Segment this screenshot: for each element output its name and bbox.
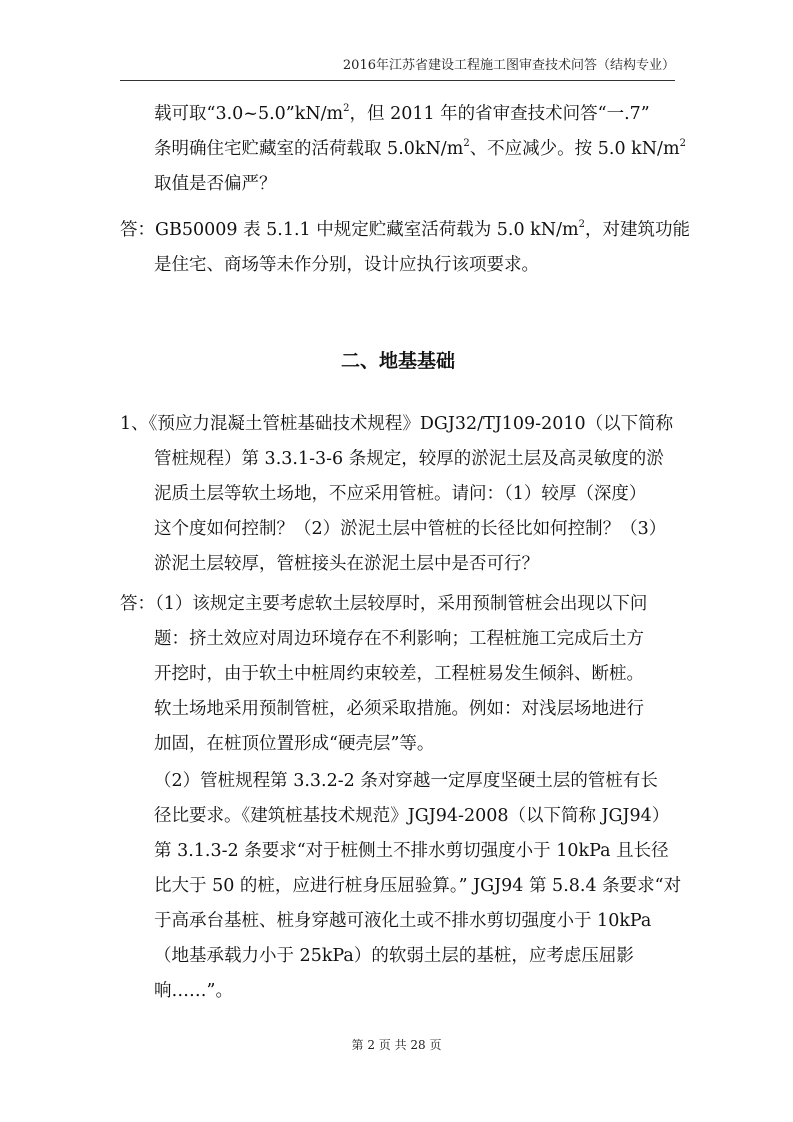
text-run: 条明确住宅贮藏室的活荷载取 5.0kN/m: [154, 139, 464, 159]
text-line: 1、《预应力混凝土管桩基础技术规程》DGJ32/TJ109-2010（以下简称: [120, 414, 674, 434]
text-line: 题：挤土效应对周边环境存在不利影响；工程桩施工完成后土方: [154, 629, 644, 649]
question-paragraph: [120, 407, 676, 582]
text-run: ，对建筑功能: [584, 220, 690, 240]
text-run: 、不应减少。按 5.0 kN/m: [469, 139, 680, 159]
text-line: 响……”。: [154, 981, 233, 1001]
text-line: 径比要求。《建筑桩基技术规范》JGJ94-2008（以下简称 JGJ94）: [154, 806, 670, 826]
text-line: （2）管桩规程第 3.3.2-2 条对穿越一定厚度坚硬土层的管桩有长: [154, 771, 658, 791]
superscript: 2: [343, 103, 350, 114]
text-line: 淤泥土层较厚，管桩接头在淤泥土层中是否可行？: [154, 554, 539, 574]
superscript: 2: [578, 219, 585, 230]
text-run: 载可取“3.0~5.0”kN/m: [154, 104, 344, 124]
text-line: 泥质土层等软土场地，不应采用管桩。请问：（1）较厚（深度）: [154, 484, 647, 504]
running-header: 2016年江苏省建设工程施工图审查技术问答（结构专业）: [342, 58, 675, 73]
text-line: 答：（1）该规定主要考虑软土层较厚时，采用预制管桩会出现以下问: [120, 594, 648, 614]
answer-paragraph: [120, 587, 676, 762]
text-line: 比大于 50 的桩，应进行桩身压屈验算。” JGJ94 第 5.8.4 条要求“对: [154, 876, 682, 896]
superscript: 2: [463, 138, 470, 149]
text-line: [120, 213, 690, 248]
text-line: 管桩规程）第 3.3.1-3-6 条规定，较厚的淤泥土层及高灵敏度的淤: [154, 449, 664, 469]
text-line: 是住宅、商场等未作分别，设计应执行该项要求。: [154, 255, 539, 275]
text-line: 取值是否偏严？: [154, 174, 277, 194]
answer-paragraph: [120, 764, 682, 1009]
text-line: 这个度如何控制？（2）淤泥土层中管桩的长径比如何控制？（3）: [154, 519, 667, 539]
answer-paragraph: [120, 213, 690, 283]
text-line: 加固，在桩顶位置形成“硬壳层”等。: [154, 734, 435, 754]
question-continuation: [120, 97, 686, 202]
text-line: 软土场地采用预制管桩，必须采取措施。例如：对浅层场地进行: [154, 699, 644, 719]
text-line: [120, 97, 676, 132]
text-line: 于高承台基桩、桩身穿越可液化土或不排水剪切强度小于 10kPa: [154, 911, 652, 931]
text-run: 答：GB50009 表 5.1.1 中规定贮藏室活荷载为 5.0 kN/m: [120, 220, 579, 240]
text-run: ，但 2011 年的省审查技术问答“一.7”: [349, 104, 650, 124]
section-title: 二、地基基础: [340, 350, 455, 372]
text-line: （地基承载力小于 25kPa）的软弱土层的基桩，应考虑压屈影: [154, 946, 634, 966]
header-rule: [120, 80, 675, 81]
text-line: [120, 132, 686, 167]
text-line: 开挖时，由于软土中桩周约束较差，工程桩易发生倾斜、断桩。: [154, 664, 644, 684]
superscript: 2: [679, 138, 686, 149]
page-number: 第 2 页 共 28 页: [351, 1038, 442, 1052]
text-line: 第 3.1.3-2 条要求“对于桩侧土不排水剪切强度小于 10kPa 且长径: [154, 841, 669, 861]
